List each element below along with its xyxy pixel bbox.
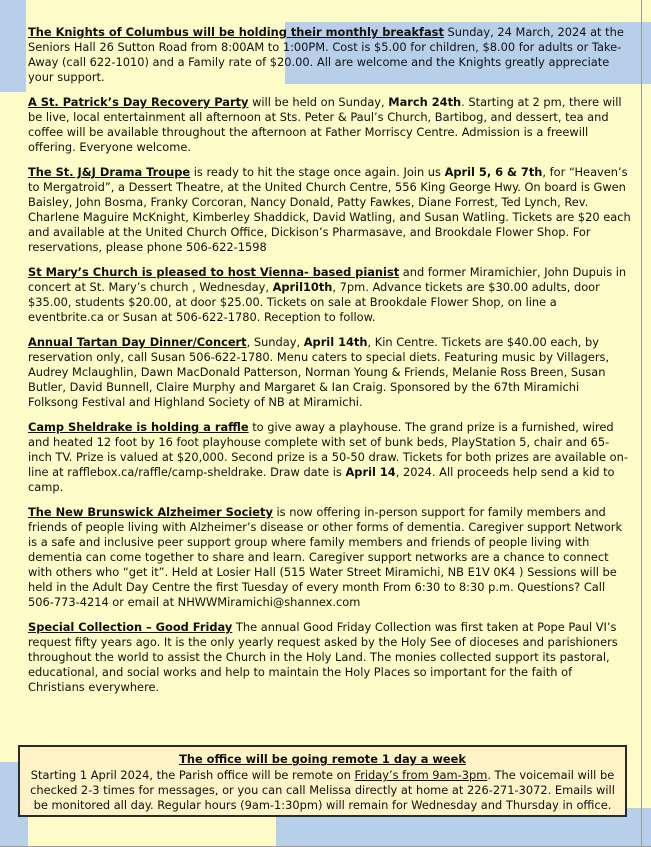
tartan-body-1: , Sunday, [246,335,304,349]
notice-title: The office will be going remote 1 day a week [179,752,466,766]
stmary-date: April10th [272,280,333,294]
stpatrick-date: March 24th [388,95,462,109]
stpatrick-announcement [28,95,632,155]
notice-body-2: . The voicemail will be checked 2-3 times for messages, or you can call Melissa directly at home at 226-271-3072. Emails will be monitored all day. Regular hours (9am-1:30pm) will remain for Wednesday and Thursday in office. [30,768,615,812]
tartan-body-2: , Kin Centre. Tickets are $40.00 each, by reservation only, call Susan 506-622-1780. Menu caters to special diets. Featuring music by Villagers, Audrey Mclaughlin, Dawn MacDonald Patterson, Norman Young & Friends, Melanie Ross Breen, Susan Butler, David Bunnell, Claire Murphy and Margaret & Ian Craig. Sponsored by the 67th Miramichi Folksong Festival and Highland Society of NB at Miramichi. [28,335,610,409]
drama-body-2: , for “Heaven’s to Mergatroid”, a Dessert Theatre, at the United Church Centre, 556 King George Hwy. On board is Gwen Baisley, John Bosma, Franky Corcoran, Nancy Donald, Patty Fawkes, Diane Forrest, Ted Lynch, Rev. Charlene Maguire McKnight, Kimberley Shaddick, David Watling, and Susan Watling. Tickets are $20 each and available at the United Church Office, Dickison’s Pharmasave, and Brookdale Flower Shop. For reservations, please phone 506-622-1598 [28,165,631,254]
drama-announcement [28,165,632,255]
drama-body-1: is ready to hit the stage once again. Join us [190,165,445,179]
tartan-heading: Annual Tartan Day Dinner/Concert [28,335,247,349]
bulletin-content [28,25,632,705]
stpatrick-body-2: . Starting at 2 pm, there will be live, local entertainment all afternoon at Sts. Peter & Paul’s Church, Bartibog, and dessert, tea and coffee will be available throughout the afternoon at Father Morriscy Centre. Admission is a freewill offering. Everyone welcome. [28,95,622,154]
tartan-date: April 14th [303,335,368,349]
stmary-heading: St Mary’s Church is pleased to host Vienna- based pianist [28,265,400,279]
notice-body-1: Starting 1 April 2024, the Parish office will be remote on [30,768,355,782]
alzheimer-heading: The New Brunswick Alzheimer Society [28,505,273,519]
sheldrake-body-2: , 2024. All proceeds help send a kid to camp. [28,465,615,494]
goodfriday-announcement [28,620,632,695]
alzheimer-body: is now offering in-person support for family members and friends of people living with Alzheimer’s disease or other forms of dementia. Caregiver support Network is a safe and inclusive peer support group where family members and friends of people living with dementia can come together to share and learn. Caregiver support networks are a chance to connect with others who “get it”. Held at Losier Hall (515 Water Street Miramichi, NB E1V 0K4 ) Sessions will be held in the Adult Day Centre the first Tuesday of every month From 6:30 to 8:30 p.m. Questions? Call 506-773-4214 or email at NHWWMiramichi@shannex.com [28,505,623,609]
stpatrick-heading: A St. Patrick’s Day Recovery Party [28,95,249,109]
stmary-announcement [28,265,632,325]
drama-heading: The St. J&J Drama Troupe [28,165,191,179]
goodfriday-body: The annual Good Friday Collection was first taken at Pope Paul VI’s request fifty years ago. It is the only yearly request asked by the Holy See of dioceses and parishioners throughout the world to assist the Church in the Holy Land. The monies collected support its pastoral, educational, and social works and help to maintain the Holy Places so important for the faith of Christians everywhere. [28,620,618,694]
alzheimer-announcement [28,505,632,610]
sheldrake-body-1: to give away a playhouse. The grand prize is a furnished, wired and heated 12 foot by 16 foot playhouse complete with set of bunk beds, PlayStation 5, chair and 65-inch TV. Prize is valued at $20,000. Second prize is a 50-50 draw. Tickets for both prizes are available on-line at rafflebox.ca/raffle/camp-sheldrake. Draw date is [28,420,628,479]
sheldrake-heading: Camp Sheldrake is holding a raffle [28,420,249,434]
decor-block-top-left [0,0,26,92]
knights-heading: The Knights of Columbus will be holding their monthly breakfast [28,25,444,39]
sheldrake-announcement [28,420,632,495]
stpatrick-body-1: will be held on Sunday, [248,95,389,109]
notice-remote-days: Friday’s from 9am-3pm [354,768,488,782]
stmary-body-2: , 7pm. Advance tickets are $30.00 adults, door $35.00, students $20.00, at door $25.00. Tickets on sale at Brookdale Flower Shop, on line a eventbrite.ca or Susan at 506-622-1780. Reception to follow. [28,280,600,324]
page-border-right [641,0,642,847]
stmary-body-1: and former Miramichier, John Dupuis in concert at St. Mary’s church , Wednesday, [28,265,627,294]
sheldrake-date: April 14 [345,465,396,479]
tartan-announcement [28,335,632,410]
knights-announcement [28,25,632,85]
drama-dates: April 5, 6 & 7th [444,165,543,179]
office-remote-notice [18,745,627,817]
knights-body: Sunday, 24 March, 2024 at the Seniors Hall 26 Sutton Road from 8:00AM to 1:00PM. Cost is $5.00 for children, $8.00 for adults or Take-Away (call 622-1010) and a Family rate of $20.00. All are welcome and the Knights greatly appreciate your support. [28,25,624,84]
goodfriday-heading: Special Collection – Good Friday [28,620,233,634]
